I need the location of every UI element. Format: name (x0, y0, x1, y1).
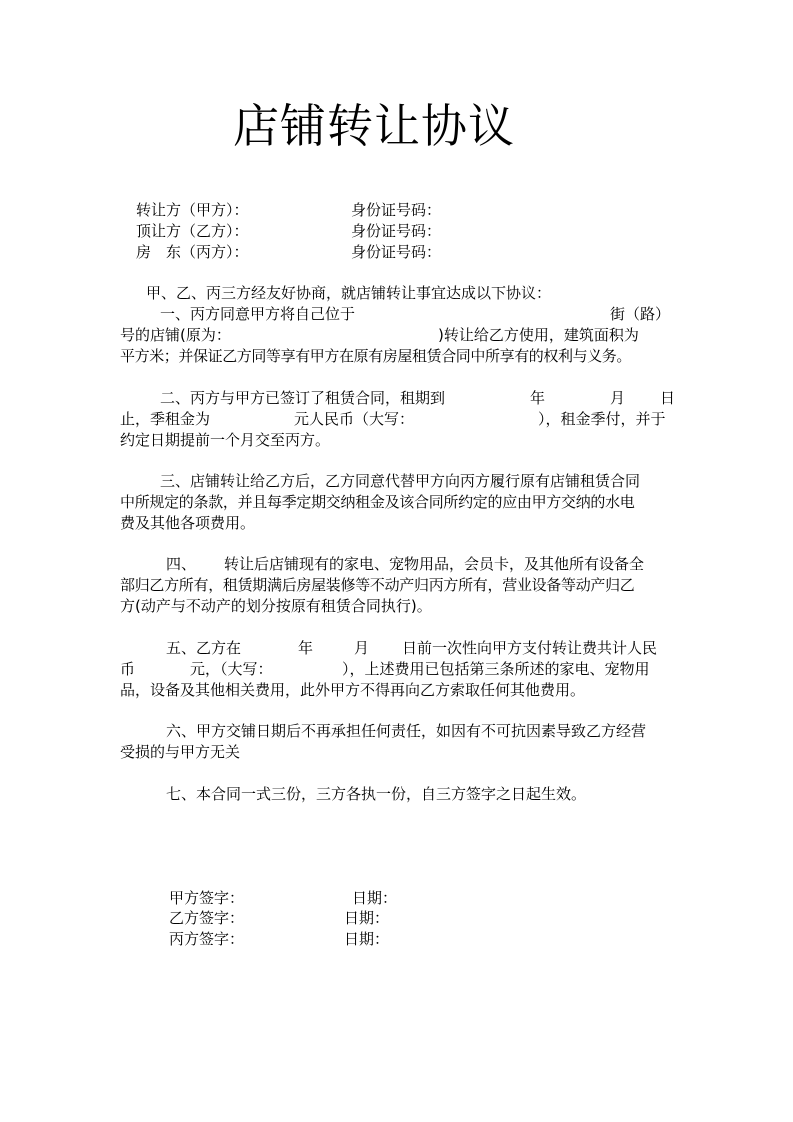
clause-4 (120, 554, 674, 575)
clause-4-line-2: 部归乙方所有，租赁期满后房屋装修等不动产归丙方所有，营业设备等动产归乙 (120, 576, 635, 594)
clause-5-month: 月 (354, 639, 370, 657)
clause-2-line-3: 约定日期提前一个月交至丙方。 (120, 431, 331, 449)
clause-5-line-2b: 元，（大写： (190, 660, 273, 678)
party-b-date-label: 日期： (344, 909, 390, 927)
clause-1-line-1a: 一、丙方同意甲方将自己位于 (160, 305, 356, 323)
clause-6-line-1: 六、甲方交铺日期后不再承担任何责任，如因有不可抗因素导致乙方经营 (166, 722, 647, 740)
clause-3-line-1: 三、店铺转让给乙方后，乙方同意代替甲方向丙方履行原有店铺租赁合同 (160, 472, 641, 490)
clause-2 (120, 388, 674, 409)
party-a-signature-label: 甲方签字： (169, 889, 245, 907)
clause-5-line-1a: 五、乙方在 (166, 639, 242, 657)
id-label-1: 身份证号码： (351, 201, 442, 219)
clause-2-line-2c: ），租金季付，并于 (538, 410, 666, 428)
clause-1-line-2b: )转让给乙方使用，建筑面积为 (438, 326, 639, 344)
clause-3 (120, 471, 674, 492)
clause-1-line-3: 平方米；并保证乙方同等享有甲方在原有房屋租赁合同中所享有的权利与义务。 (120, 347, 632, 365)
clause-7-line-1: 七、本合同一式三份，三方各执一份，自三方签字之日起生效。 (166, 785, 587, 803)
clause-6-line-2: 受损的与甲方无关 (120, 743, 241, 761)
clause-4-line-3: 方(动产与不动产的划分按原有租赁合同执行)。 (120, 597, 432, 615)
clause-2-day: 日 (660, 389, 676, 407)
clause-4-line-1b: 转让后店铺现有的家电、宠物用品，会员卡，及其他所有设备全 (224, 555, 645, 573)
clause-1-line-2a: 号的店铺(原为： (120, 326, 231, 344)
clause-3-line-3: 费及其他各项费用。 (120, 514, 256, 532)
clause-5-line-2a: 币 (120, 660, 136, 678)
clause-2-line-1a: 二、丙方与甲方已签订了租赁合同，租期到 (160, 389, 446, 407)
clause-5-line-3: 品，设备及其他相关费用，此外甲方不得再向乙方索取任何其他费用。 (120, 681, 586, 699)
transferor-label: 转让方（甲方）： (136, 201, 249, 219)
clause-4-line-1a: 四、 (166, 555, 197, 573)
party-c-signature-label: 丙方签字： (169, 930, 245, 948)
landlord-label: 房 东（丙方）： (136, 243, 249, 261)
page-title: 店铺转让协议 (233, 99, 515, 153)
clause-5-year: 年 (298, 639, 314, 657)
clause-1-line-1b: 街（路） (610, 305, 671, 323)
party-a-date-label: 日期： (352, 889, 398, 907)
clause-2-line-2b: 元人民币（大写： (294, 410, 415, 428)
clause-2-year: 年 (530, 389, 546, 407)
clause-7 (120, 784, 674, 805)
clause-1 (120, 304, 674, 325)
clause-3-line-2: 中所规定的条款，并且每季定期交纳租金及该合同所约定的应由甲方交纳的水电 (120, 493, 635, 511)
clause-6 (120, 721, 674, 742)
id-label-2: 身份证号码： (351, 222, 442, 240)
clause-5-line-2c: ），上述费用已包括第三条所述的家电、宠物用 (342, 660, 650, 678)
clause-5-line-1b: 日前一次性向甲方支付转让费共计人民 (402, 639, 658, 657)
party-b-signature-label: 乙方签字： (169, 909, 245, 927)
transferee-label: 顶让方（乙方）： (136, 222, 249, 240)
party-c-date-label: 日期： (344, 930, 390, 948)
clause-2-line-2a: 止，季租金为 (120, 410, 211, 428)
intro-text: 甲、乙、丙三方经友好协商，就店铺转让事宜达成以下协议： (146, 284, 552, 302)
clause-5 (120, 638, 674, 659)
clause-2-month: 月 (610, 389, 626, 407)
id-label-3: 身份证号码： (351, 243, 442, 261)
